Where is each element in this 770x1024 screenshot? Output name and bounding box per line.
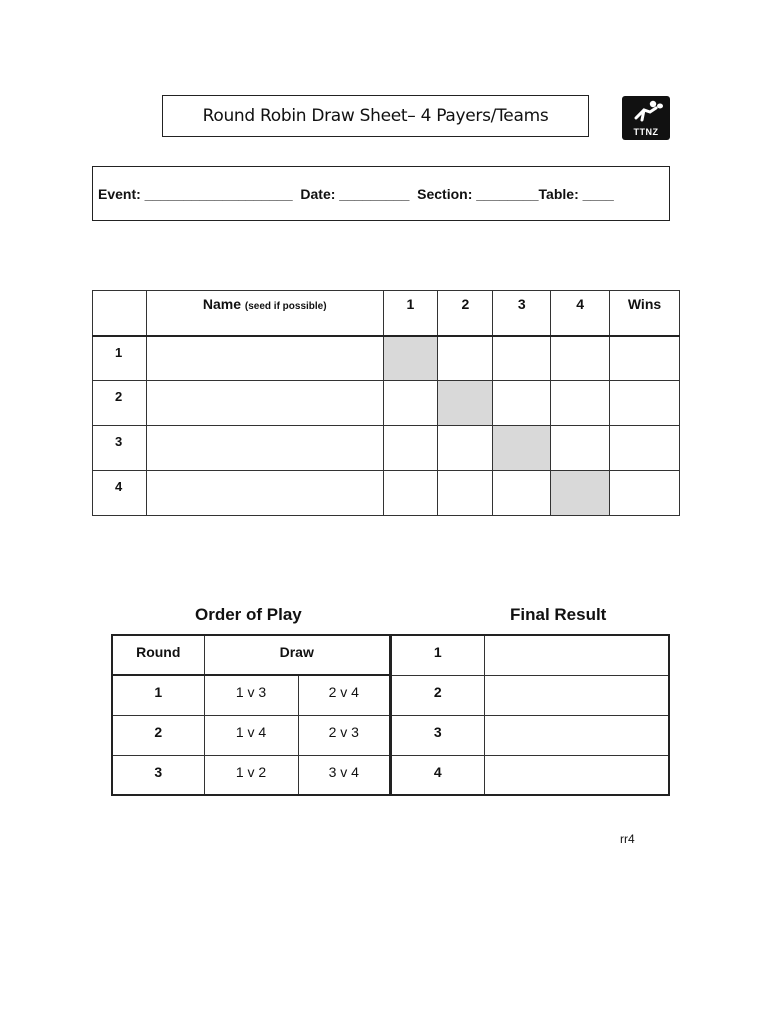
score-cell[interactable] (493, 381, 551, 426)
col-header-2: 2 (438, 291, 493, 336)
score-cell[interactable] (493, 336, 551, 381)
result-name-cell[interactable] (484, 635, 669, 675)
event-line: Event: ___________________ Date: _________ Section: ________Table: ____ (98, 185, 614, 202)
player-name-cell[interactable] (146, 426, 383, 471)
name-header-label: Name (202, 296, 245, 312)
result-row (391, 635, 669, 675)
player-row (93, 336, 680, 381)
round-row (112, 755, 390, 795)
round-robin-header-row (93, 291, 680, 336)
place-number: 4 (391, 755, 484, 795)
table-tennis-player-icon (622, 96, 670, 126)
round-number: 2 (112, 715, 204, 755)
row-number: 1 (93, 336, 147, 381)
place-number: 2 (391, 675, 484, 715)
score-cell[interactable] (551, 336, 610, 381)
row-number: 2 (93, 381, 147, 426)
logo-text: TTNZ (633, 127, 659, 137)
score-cell[interactable] (551, 426, 610, 471)
seed-note: (seed if possible) (244, 301, 327, 312)
wins-cell[interactable] (610, 381, 680, 426)
score-cell[interactable] (438, 471, 493, 516)
score-cell[interactable] (438, 426, 493, 471)
col-header-4: 4 (551, 291, 610, 336)
score-cell[interactable] (383, 426, 438, 471)
shaded-cell (551, 471, 610, 516)
result-name-cell[interactable] (484, 675, 669, 715)
round-row (112, 675, 390, 715)
draw-match: 2 v 3 (298, 715, 390, 755)
round-number: 1 (112, 675, 204, 715)
col-header-3: 3 (493, 291, 551, 336)
draw-match: 1 v 2 (204, 755, 298, 795)
round-robin-grid (92, 290, 680, 516)
score-cell[interactable] (383, 381, 438, 426)
result-name-cell[interactable] (484, 755, 669, 795)
player-name-cell[interactable] (146, 471, 383, 516)
result-row (391, 715, 669, 755)
col-header-1: 1 (383, 291, 438, 336)
score-cell[interactable] (383, 471, 438, 516)
draw-match: 3 v 4 (298, 755, 390, 795)
blank-header-cell (93, 291, 147, 336)
ttnz-logo (622, 96, 670, 140)
player-name-cell[interactable] (146, 381, 383, 426)
shaded-cell (383, 336, 438, 381)
score-cell[interactable] (551, 381, 610, 426)
footer-code: rr4 (620, 832, 635, 846)
place-number: 3 (391, 715, 484, 755)
wins-cell[interactable] (610, 336, 680, 381)
place-number: 1 (391, 635, 484, 675)
score-cell[interactable] (438, 336, 493, 381)
wins-header: Wins (610, 291, 680, 336)
result-name-cell[interactable] (484, 715, 669, 755)
round-number: 3 (112, 755, 204, 795)
draw-match: 1 v 3 (204, 675, 298, 715)
player-row (93, 426, 680, 471)
order-of-play-table (111, 634, 391, 796)
draw-match: 1 v 4 (204, 715, 298, 755)
event-info-box (92, 166, 670, 221)
round-row (112, 715, 390, 755)
wins-cell[interactable] (610, 426, 680, 471)
title-box (162, 95, 589, 137)
final-result-table (390, 634, 670, 796)
order-of-play-title: Order of Play (195, 605, 302, 624)
sheet-title: Round Robin Draw Sheet– 4 Payers/Teams (202, 106, 549, 126)
row-number: 3 (93, 426, 147, 471)
result-row (391, 755, 669, 795)
draw-header: Draw (204, 635, 390, 675)
player-row (93, 471, 680, 516)
draw-match: 2 v 4 (298, 675, 390, 715)
round-header: Round (112, 635, 204, 675)
final-result-title: Final Result (510, 605, 607, 624)
name-header (146, 291, 383, 336)
result-row (391, 675, 669, 715)
order-of-play-header-row (112, 635, 390, 675)
player-name-cell[interactable] (146, 336, 383, 381)
score-cell[interactable] (493, 471, 551, 516)
player-row (93, 381, 680, 426)
shaded-cell (493, 426, 551, 471)
row-number: 4 (93, 471, 147, 516)
shaded-cell (438, 381, 493, 426)
wins-cell[interactable] (610, 471, 680, 516)
